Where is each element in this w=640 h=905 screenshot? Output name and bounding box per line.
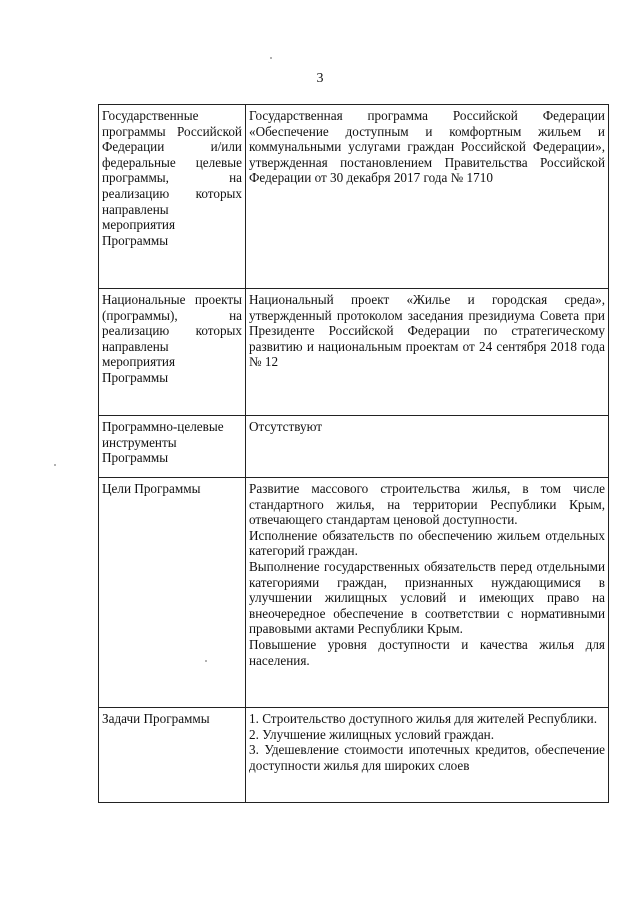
table-row	[99, 708, 609, 803]
content-paragraph: Государственная программа Российской Федерации «Обеспечение доступным и комфортным жильем и коммунальными услугами граждан Российской Федерации», утвержденная постановлением Правительства Российской Федерации от 30 декабря 2017 года № 1710	[249, 108, 605, 186]
table-row	[99, 478, 609, 708]
row-label: Задачи Программы	[99, 708, 246, 803]
row-content	[246, 289, 609, 416]
row-content	[246, 708, 609, 803]
table-row	[99, 289, 609, 416]
content-paragraph: Отсутствуют	[249, 419, 323, 434]
content-paragraph: Повышение уровня доступности и качества жилья для населения.	[249, 636, 605, 668]
content-paragraph: Исполнение обязательств по обеспечению жильем отдельных категорий граждан.	[249, 527, 605, 559]
content-paragraph: Национальный проект «Жилье и городская среда», утвержденный протоколом заседания президиума Совета при Президенте Российской Федерации по стратегическому развитию и национальным проектам от 24 сентября 2018 года № 12	[249, 292, 605, 370]
content-paragraph: Развитие массового строительства жилья, в том числе стандартного жилья, на территории Республики Крым, отвечающего стандартам ценовой доступности.	[249, 481, 605, 528]
scan-speck	[205, 660, 207, 662]
content-paragraph: Выполнение государственных обязательств перед отдельными категориями граждан, признанных нуждающимися в улучшении жилищных условий и имеющих право на внеочередное обеспечение в соответствии с нормативными правовыми актами Республики Крым.	[249, 558, 605, 637]
row-content	[246, 105, 609, 289]
row-label: Государственные программы Российской Федерации и/или федеральные целевые программы, на реализацию которых направлены мероприятия Программы	[99, 105, 246, 289]
row-content	[246, 416, 609, 478]
page-number: 3	[316, 71, 324, 86]
row-label: Цели Программы	[99, 478, 246, 708]
content-paragraph: 2. Улучшение жилищных условий граждан.	[249, 726, 495, 742]
scan-speck	[270, 57, 272, 59]
content-paragraph: 3. Удешевление стоимости ипотечных кредитов, обеспечение доступности жилья для широких слоев	[249, 742, 605, 773]
row-label: Программно-целевые инструменты Программы	[99, 416, 246, 478]
content-paragraph: 1. Строительство доступного жилья для жителей Республики.	[249, 711, 597, 726]
program-passport-table	[98, 104, 609, 803]
table-row	[99, 416, 609, 478]
scan-speck	[54, 464, 56, 466]
row-label: Национальные проекты (программы), на реализацию которых направлены мероприятия Программы	[99, 289, 246, 416]
table-row	[99, 105, 609, 289]
row-content	[246, 478, 609, 708]
